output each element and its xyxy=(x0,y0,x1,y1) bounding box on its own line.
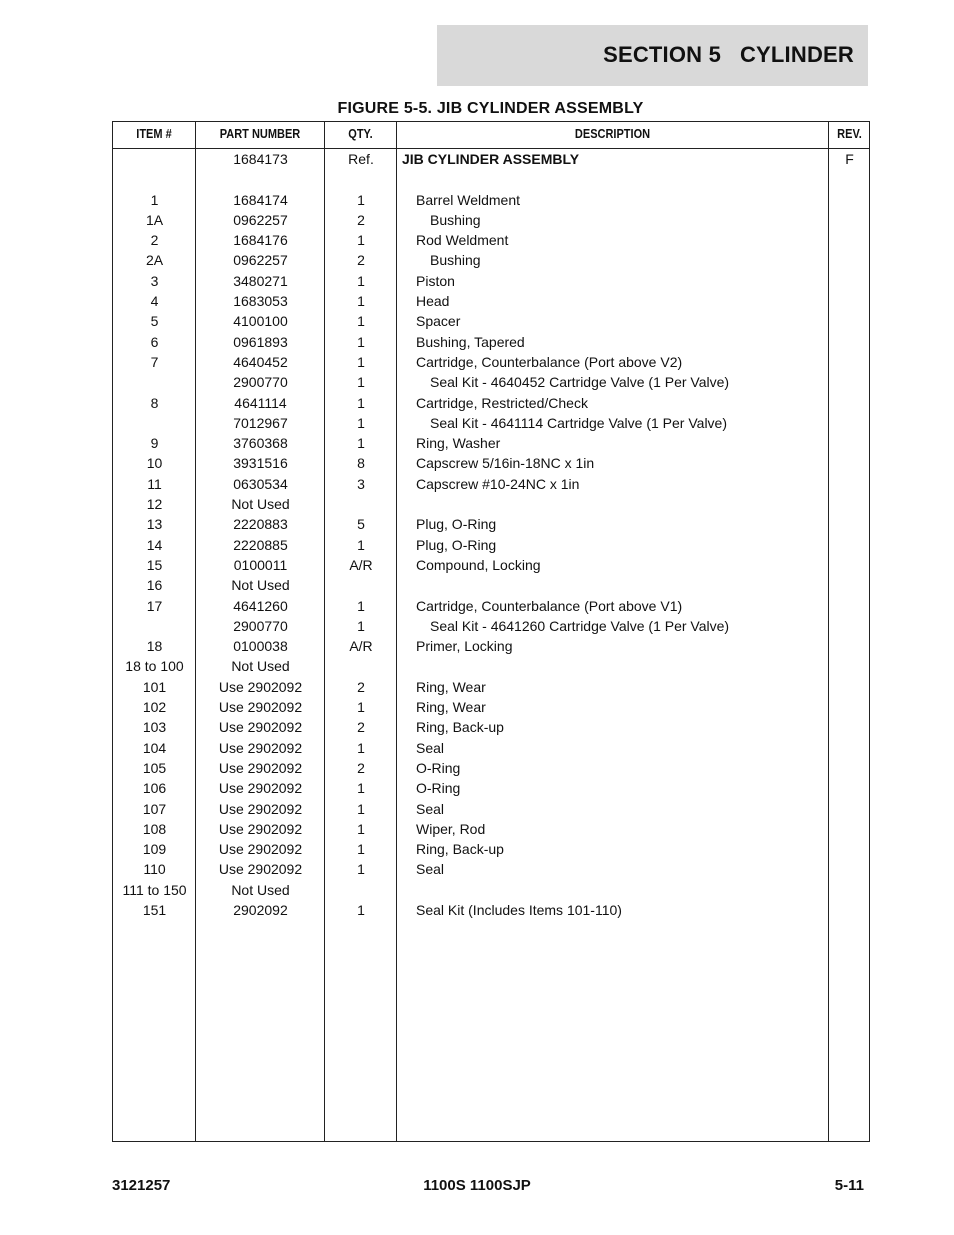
item-number-cell: 109 xyxy=(142,841,167,858)
table-row xyxy=(113,759,869,779)
description-cell: Spacer xyxy=(416,313,461,330)
part-number-cell: 0961893 xyxy=(233,333,288,350)
table-body xyxy=(113,150,869,921)
part-number-cell: Use 2902092 xyxy=(218,820,303,837)
item-number-cell: 9 xyxy=(150,435,159,452)
item-number-cell: 14 xyxy=(146,536,163,553)
revision-cell: F xyxy=(845,151,854,167)
quantity-cell: 1 xyxy=(357,293,365,310)
quantity-cell: 1 xyxy=(357,353,365,370)
quantity-cell: 2 xyxy=(357,678,365,695)
quantity-cell: 1 xyxy=(357,536,365,553)
part-number-cell: 1684176 xyxy=(233,232,288,249)
table-row xyxy=(113,617,869,637)
table-row xyxy=(113,414,869,434)
description-cell: Ring, Wear xyxy=(416,699,486,716)
part-number-cell: 3931516 xyxy=(233,455,288,472)
item-number-cell: 110 xyxy=(143,861,166,878)
description-cell: Capscrew 5/16in-18NC x 1in xyxy=(416,455,595,472)
item-number-cell: 111 to 150 xyxy=(122,881,187,898)
part-number-cell: 4100100 xyxy=(233,313,288,330)
description-cell: Bushing xyxy=(430,252,481,269)
table-row xyxy=(113,312,869,332)
table-row xyxy=(113,475,869,495)
table-row xyxy=(113,860,869,880)
description-cell: Seal xyxy=(416,739,445,756)
table-row xyxy=(113,678,869,698)
description-cell: Compound, Locking xyxy=(416,556,541,573)
part-number-cell: Use 2902092 xyxy=(218,800,303,817)
table-row xyxy=(113,597,869,617)
table-row xyxy=(113,292,869,312)
description-cell: Capscrew #10-24NC x 1in xyxy=(416,475,580,492)
part-number-cell: 3760368 xyxy=(233,435,288,452)
part-number-cell: 0962257 xyxy=(233,211,288,228)
part-number-cell: 0630534 xyxy=(233,475,288,492)
column-header-qty: QTY. xyxy=(348,127,373,141)
part-number-cell: 1684173 xyxy=(233,151,288,167)
item-number-cell: 13 xyxy=(146,516,163,533)
part-number-cell: Not Used xyxy=(231,658,290,675)
item-number-cell: 104 xyxy=(142,739,167,756)
description-cell: JIB CYLINDER ASSEMBLY xyxy=(402,151,580,167)
table-row xyxy=(113,901,869,921)
part-number-cell: 2902092 xyxy=(233,901,288,918)
quantity-cell: 1 xyxy=(357,394,365,411)
part-number-cell: Use 2902092 xyxy=(218,699,303,716)
part-number-cell: Not Used xyxy=(231,577,290,594)
part-number-cell: 1684174 xyxy=(233,191,288,208)
item-number-cell: 2 xyxy=(150,232,159,249)
item-number-cell: 6 xyxy=(150,333,159,350)
description-cell: Seal Kit (Includes Items 101-110) xyxy=(416,901,622,918)
section-header xyxy=(437,25,868,86)
item-number-cell: 105 xyxy=(142,759,167,776)
part-number-cell: 1683053 xyxy=(233,293,288,310)
quantity-cell: 1 xyxy=(357,841,365,858)
item-number-cell: 7 xyxy=(150,353,159,370)
quantity-cell: 1 xyxy=(357,901,365,918)
column-header-part-number: PART NUMBER xyxy=(219,127,301,141)
description-cell: Plug, O-Ring xyxy=(416,516,497,533)
item-number-cell: 8 xyxy=(150,394,159,411)
item-number-cell: 108 xyxy=(142,820,167,837)
table-row xyxy=(113,657,869,677)
part-number-cell: 4641114 xyxy=(234,394,287,411)
table-row xyxy=(113,434,869,454)
item-number-cell: 1A xyxy=(145,211,164,228)
item-number-cell: 5 xyxy=(150,313,159,330)
description-cell: Piston xyxy=(416,272,455,289)
item-number-cell: 12 xyxy=(146,496,163,513)
part-number-cell: Use 2902092 xyxy=(218,678,303,695)
quantity-cell: 1 xyxy=(357,191,365,208)
description-cell: Seal Kit - 4640452 Cartridge Valve (1 Per Valve) xyxy=(430,374,730,391)
item-number-cell: 10 xyxy=(146,455,163,472)
table-row xyxy=(113,637,869,657)
table-row xyxy=(113,394,869,414)
quantity-cell: 2 xyxy=(357,252,365,269)
column-header-rev: REV. xyxy=(837,127,862,141)
quantity-cell: 1 xyxy=(357,333,365,350)
table-row xyxy=(113,779,869,799)
part-number-cell: 2220883 xyxy=(233,516,288,533)
description-cell: Barrel Weldment xyxy=(416,191,521,208)
page-number: 5-11 xyxy=(834,1177,864,1194)
table-row xyxy=(113,353,869,373)
description-cell: Bushing xyxy=(430,211,481,228)
table-row xyxy=(113,881,869,901)
part-number-cell: Use 2902092 xyxy=(218,739,303,756)
quantity-cell: 1 xyxy=(357,739,365,756)
part-number-cell: Use 2902092 xyxy=(218,861,303,878)
table-row xyxy=(113,191,869,211)
item-number-cell: 107 xyxy=(142,800,167,817)
parts-table xyxy=(112,121,870,1142)
model-numbers: 1100S 1100SJP xyxy=(423,1177,531,1194)
part-number-cell: 4641260 xyxy=(233,597,288,614)
description-cell: Seal xyxy=(416,800,445,817)
item-number-cell: 1 xyxy=(150,191,159,208)
quantity-cell: 1 xyxy=(357,313,365,330)
table-row xyxy=(113,251,869,271)
table-row xyxy=(113,150,869,170)
part-number-cell: 2900770 xyxy=(233,374,288,391)
description-cell: Ring, Washer xyxy=(416,435,501,452)
item-number-cell: 103 xyxy=(142,719,167,736)
table-row xyxy=(113,800,869,820)
quantity-cell: 1 xyxy=(357,272,365,289)
quantity-cell: 1 xyxy=(357,435,365,452)
description-cell: Wiper, Rod xyxy=(416,820,486,837)
description-cell: Seal Kit - 4641260 Cartridge Valve (1 Per Valve) xyxy=(430,617,730,634)
table-row xyxy=(113,840,869,860)
table-row xyxy=(113,272,869,292)
quantity-cell: 2 xyxy=(357,759,365,776)
part-number-cell: Use 2902092 xyxy=(218,759,303,776)
item-number-cell: 15 xyxy=(146,556,163,573)
table-row xyxy=(113,515,869,535)
description-cell: Seal xyxy=(416,861,445,878)
quantity-cell: 2 xyxy=(357,211,365,228)
table-row xyxy=(113,495,869,515)
column-header-description: DESCRIPTION xyxy=(574,127,651,141)
quantity-cell: 1 xyxy=(357,597,365,614)
quantity-cell: Ref. xyxy=(348,151,374,167)
table-row xyxy=(113,373,869,393)
part-number-cell: 2220885 xyxy=(233,536,288,553)
item-number-cell: 102 xyxy=(142,699,167,716)
item-number-cell: 3 xyxy=(150,272,159,289)
part-number-cell: Not Used xyxy=(231,881,290,898)
description-cell: Bushing, Tapered xyxy=(416,333,525,350)
part-number-cell: Not Used xyxy=(231,496,290,513)
table-row xyxy=(113,170,869,190)
table-row xyxy=(113,536,869,556)
part-number-cell: 2900770 xyxy=(233,617,288,634)
part-number-cell: 0100011 xyxy=(233,556,288,573)
quantity-cell: 1 xyxy=(357,699,365,716)
description-cell: Ring, Wear xyxy=(416,678,486,695)
item-number-cell: 2A xyxy=(145,252,164,269)
section-title: SECTION 5 CYLINDER xyxy=(603,42,854,67)
quantity-cell: 1 xyxy=(357,780,365,797)
table-row xyxy=(113,820,869,840)
table-row xyxy=(113,576,869,596)
header-divider xyxy=(113,148,869,149)
quantity-cell: 8 xyxy=(357,455,365,472)
quantity-cell: A/R xyxy=(349,638,373,655)
part-number-cell: 7012967 xyxy=(233,414,288,431)
description-cell: O-Ring xyxy=(416,759,461,776)
column-header-item: ITEM # xyxy=(136,127,172,141)
table-row xyxy=(113,739,869,759)
quantity-cell: 1 xyxy=(357,800,365,817)
quantity-cell: 1 xyxy=(357,232,365,249)
part-number-cell: Use 2902092 xyxy=(218,780,303,797)
description-cell: Ring, Back-up xyxy=(416,841,504,858)
item-number-cell: 4 xyxy=(150,293,159,310)
part-number-cell: 3480271 xyxy=(233,272,288,289)
table-row xyxy=(113,231,869,251)
table-row xyxy=(113,333,869,353)
quantity-cell: 1 xyxy=(357,374,365,391)
item-number-cell: 11 xyxy=(147,475,162,492)
document-number: 3121257 xyxy=(112,1177,171,1194)
item-number-cell: 17 xyxy=(146,597,163,614)
description-cell: Cartridge, Restricted/Check xyxy=(416,394,588,411)
part-number-cell: 0100038 xyxy=(233,638,288,655)
part-number-cell: 0962257 xyxy=(233,252,288,269)
table-row xyxy=(113,211,869,231)
quantity-cell: 1 xyxy=(357,820,365,837)
part-number-cell: Use 2902092 xyxy=(218,719,303,736)
quantity-cell: 5 xyxy=(357,516,365,533)
description-cell: Primer, Locking xyxy=(416,638,513,655)
item-number-cell: 16 xyxy=(146,577,163,594)
item-number-cell: 101 xyxy=(142,678,167,695)
item-number-cell: 106 xyxy=(142,780,167,797)
quantity-cell: A/R xyxy=(349,556,373,573)
quantity-cell: 1 xyxy=(357,861,365,878)
table-row xyxy=(113,454,869,474)
description-cell: Plug, O-Ring xyxy=(416,536,497,553)
description-cell: Ring, Back-up xyxy=(416,719,504,736)
description-cell: Cartridge, Counterbalance (Port above V2) xyxy=(416,353,683,370)
description-cell: Cartridge, Counterbalance (Port above V1) xyxy=(416,597,683,614)
part-number-cell: Use 2902092 xyxy=(218,841,303,858)
description-cell: Seal Kit - 4641114 Cartridge Valve (1 Per Valve) xyxy=(430,414,728,431)
part-number-cell: 4640452 xyxy=(233,353,288,370)
table-row xyxy=(113,718,869,738)
description-cell: O-Ring xyxy=(416,780,461,797)
item-number-cell: 18 to 100 xyxy=(125,658,184,675)
description-cell: Head xyxy=(416,293,450,310)
quantity-cell: 2 xyxy=(357,719,365,736)
quantity-cell: 3 xyxy=(357,475,365,492)
table-row xyxy=(113,556,869,576)
item-number-cell: 18 xyxy=(146,638,163,655)
quantity-cell: 1 xyxy=(357,617,365,634)
quantity-cell: 1 xyxy=(357,414,365,431)
item-number-cell: 151 xyxy=(142,901,167,918)
figure-title: FIGURE 5-5. JIB CYLINDER ASSEMBLY xyxy=(337,100,644,117)
table-row xyxy=(113,698,869,718)
description-cell: Rod Weldment xyxy=(416,232,509,249)
